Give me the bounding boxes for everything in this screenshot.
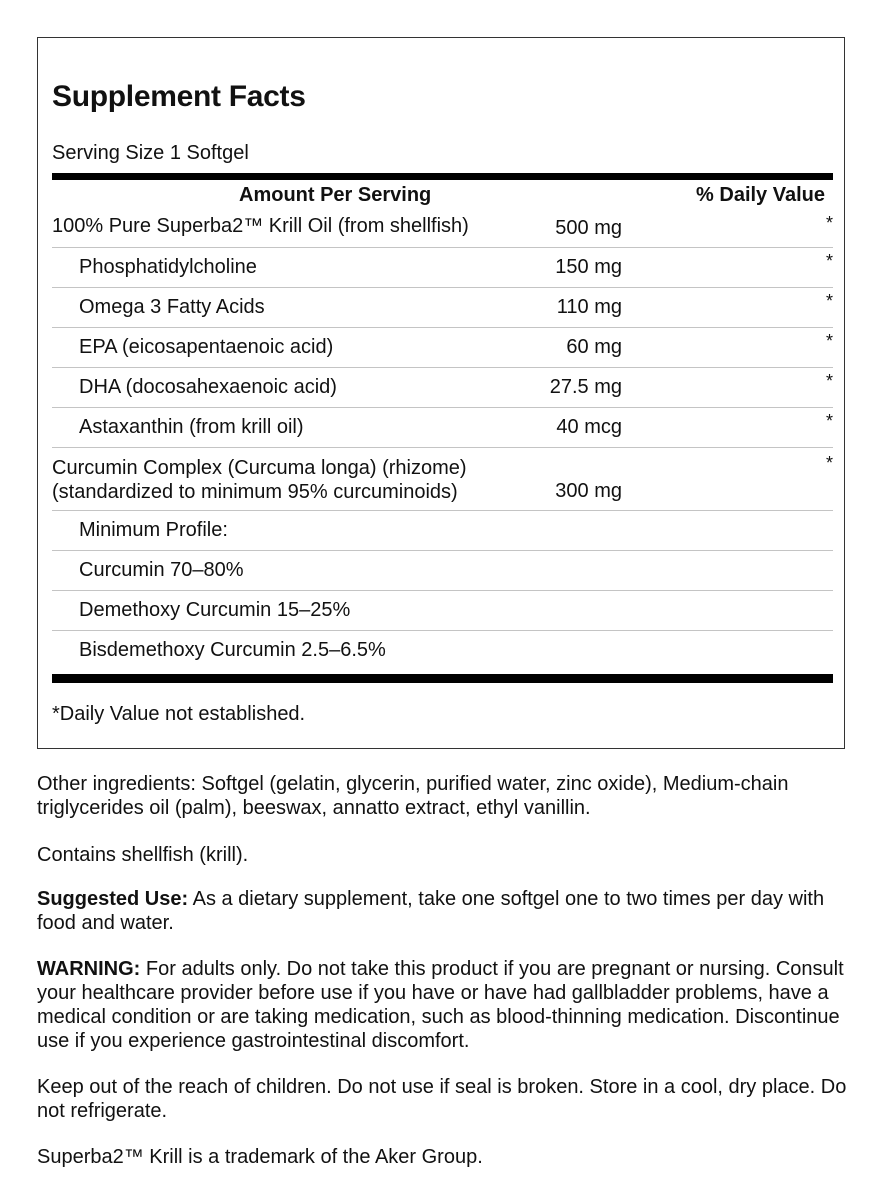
warning-label: WARNING: — [37, 958, 141, 980]
nutrient-row-epa — [52, 328, 833, 368]
nutrient-row-dha — [52, 368, 833, 408]
nutrient-row-demethoxy-curcumin — [52, 591, 833, 631]
serving-size: Serving Size 1 Softgel — [52, 142, 249, 164]
nutrient-daily-value: * — [825, 453, 833, 473]
nutrient-amount: 500 mg — [555, 217, 622, 239]
nutrient-amount: 150 mg — [555, 256, 622, 278]
nutrient-row-bisdemethoxy-curcumin — [52, 631, 833, 671]
warning — [37, 957, 849, 1053]
warning-text: For adults only. Do not take this product if you are pregnant or nursing. Consult your healthcare provider before use if you have or have had gallbladder problems, have a medical condition or are taking medication, such as blood-thinning medication. Discontinue use if you experience gastrointestinal discomfort. — [37, 958, 844, 1052]
nutrient-amount: 40 mcg — [556, 416, 622, 438]
supplement-facts-title: Supplement Facts — [52, 80, 306, 113]
nutrient-daily-value: * — [825, 411, 833, 431]
allergen-statement: Contains shellfish (krill). — [37, 844, 249, 866]
nutrient-name: Bisdemethoxy Curcumin 2.5–6.5% — [79, 639, 386, 661]
nutrient-name-line-2: (standardized to minimum 95% curcuminoids) — [52, 481, 458, 503]
supplement-facts-panel — [37, 37, 845, 749]
nutrient-row-krill-oil — [52, 210, 833, 248]
nutrient-table — [52, 210, 833, 671]
nutrient-name-line-1: Curcumin Complex (Curcuma longa) (rhizome) — [52, 457, 467, 479]
nutrient-name: Demethoxy Curcumin 15–25% — [79, 599, 351, 621]
nutrient-amount: 27.5 mg — [549, 376, 622, 398]
nutrient-row-phosphatidylcholine — [52, 248, 833, 288]
nutrient-amount: 60 mg — [566, 336, 622, 358]
nutrient-name: Omega 3 Fatty Acids — [79, 296, 265, 318]
nutrient-name: DHA (docosahexaenoic acid) — [79, 376, 337, 398]
storage-instructions: Keep out of the reach of children. Do not use if seal is broken. Store in a cool, dry place. Do not refrigerate. — [37, 1076, 847, 1122]
daily-value-footnote: *Daily Value not established. — [52, 703, 306, 725]
top-divider-bar — [52, 173, 833, 180]
nutrient-daily-value: * — [825, 331, 833, 351]
nutrient-amount: 300 mg — [555, 480, 622, 502]
nutrient-name: Astaxanthin (from krill oil) — [79, 416, 304, 438]
nutrient-daily-value: * — [825, 251, 833, 271]
nutrient-daily-value: * — [825, 213, 833, 233]
nutrient-name: 100% Pure Superba2™ Krill Oil (from shellfish) — [52, 215, 469, 237]
amount-per-serving-header: Amount Per Serving — [239, 184, 432, 206]
nutrient-amount: 110 mg — [556, 296, 622, 318]
nutrient-row-minimum-profile — [52, 511, 833, 551]
nutrient-name: Phosphatidylcholine — [79, 256, 257, 278]
nutrient-row-omega-3 — [52, 288, 833, 328]
daily-value-header: % Daily Value — [696, 184, 825, 206]
nutrient-row-curcumin-complex — [52, 448, 833, 511]
nutrient-daily-value: * — [825, 371, 833, 391]
nutrient-name: Minimum Profile: — [79, 519, 228, 541]
trademark-notice: Superba2™ Krill is a trademark of the Aker Group. — [37, 1146, 483, 1168]
bottom-divider-bar — [52, 674, 833, 683]
nutrient-daily-value: * — [825, 291, 833, 311]
nutrient-name: EPA (eicosapentaenoic acid) — [79, 336, 334, 358]
suggested-use — [37, 887, 849, 935]
nutrient-row-astaxanthin — [52, 408, 833, 448]
nutrient-name: Curcumin 70–80% — [79, 559, 244, 581]
suggested-use-label: Suggested Use: — [37, 888, 189, 910]
nutrient-row-curcumin — [52, 551, 833, 591]
nutrient-name — [52, 456, 467, 504]
suggested-use-text: As a dietary supplement, take one softgel one to two times per day with food and water. — [37, 888, 825, 934]
other-ingredients: Other ingredients: Softgel (gelatin, glycerin, purified water, zinc oxide), Medium-chain triglycerides oil (palm), beeswax, annatto extract, ethyl vanillin. — [37, 773, 789, 819]
